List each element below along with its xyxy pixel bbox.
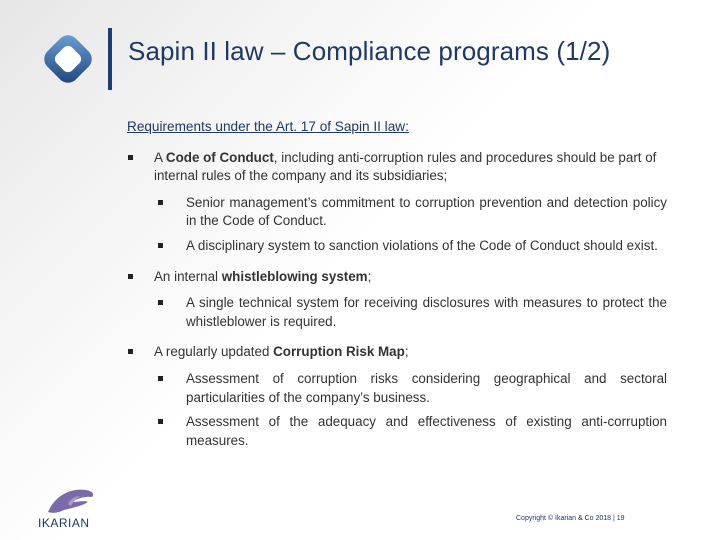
bullet-text-pre: A regularly updated [154, 344, 274, 360]
square-bullet-icon [128, 349, 133, 354]
sub-bullet [127, 194, 667, 231]
copyright-text: Copyright © Ikarian & Co 2018 | 19 [516, 515, 625, 522]
footer-logo-text: IKARIAN [38, 516, 90, 530]
bullet-text-strong: Corruption Risk Map [273, 344, 405, 360]
square-bullet-icon [158, 243, 163, 248]
bullet-text-post: ; [367, 268, 372, 284]
slide-title: Sapin II law – Compliance programs (1/2) [128, 36, 611, 66]
square-bullet-icon [128, 155, 133, 160]
sub-bullet [127, 294, 667, 331]
square-bullet-icon [158, 419, 163, 424]
bullet-code-of-conduct [127, 149, 667, 186]
sub-bullet-text: A single technical system for receiving disclosures with measures to protect the whistleblower is required. [186, 295, 667, 329]
sub-bullet [127, 370, 667, 407]
square-bullet-icon [128, 274, 133, 279]
square-bullet-icon [158, 300, 163, 305]
square-bullet-icon [158, 376, 163, 381]
bullet-text-pre: An internal [154, 268, 222, 284]
title-divider [108, 28, 112, 90]
slide-content [127, 118, 667, 456]
bullet-whistleblowing [127, 268, 667, 287]
bullet-text-strong: Code of Conduct [165, 149, 274, 165]
square-bullet-icon [158, 200, 163, 205]
sub-bullet-text: Senior management’s commitment to corruption prevention and detection policy in the Code of Conduct. [186, 194, 667, 229]
bullet-text-strong: whistleblowing system [221, 268, 368, 284]
sub-bullet [127, 413, 667, 450]
bullet-text-pre: A [154, 149, 166, 165]
sub-bullet-text: Assessment of corruption risks considering geographical and sectoral particularities of the company’s business. [186, 370, 667, 405]
sub-bullet-text: A disciplinary system to sanction violations of the Code of Conduct should exist. [186, 237, 658, 253]
sub-bullet-text: Assessment of the adequacy and effectiveness of existing anti-corruption measures. [186, 414, 667, 448]
bullet-text-post: ; [404, 344, 409, 360]
bullet-risk-map [127, 343, 667, 362]
company-logo-icon [38, 30, 98, 88]
requirements-heading: Requirements under the Art. 17 of Sapin II law: [127, 119, 409, 134]
sub-bullet [127, 237, 667, 256]
bullet-text-post: , including anti-corruption rules and procedures should be part of internal rules of the company and its subsidiaries; [154, 149, 657, 184]
